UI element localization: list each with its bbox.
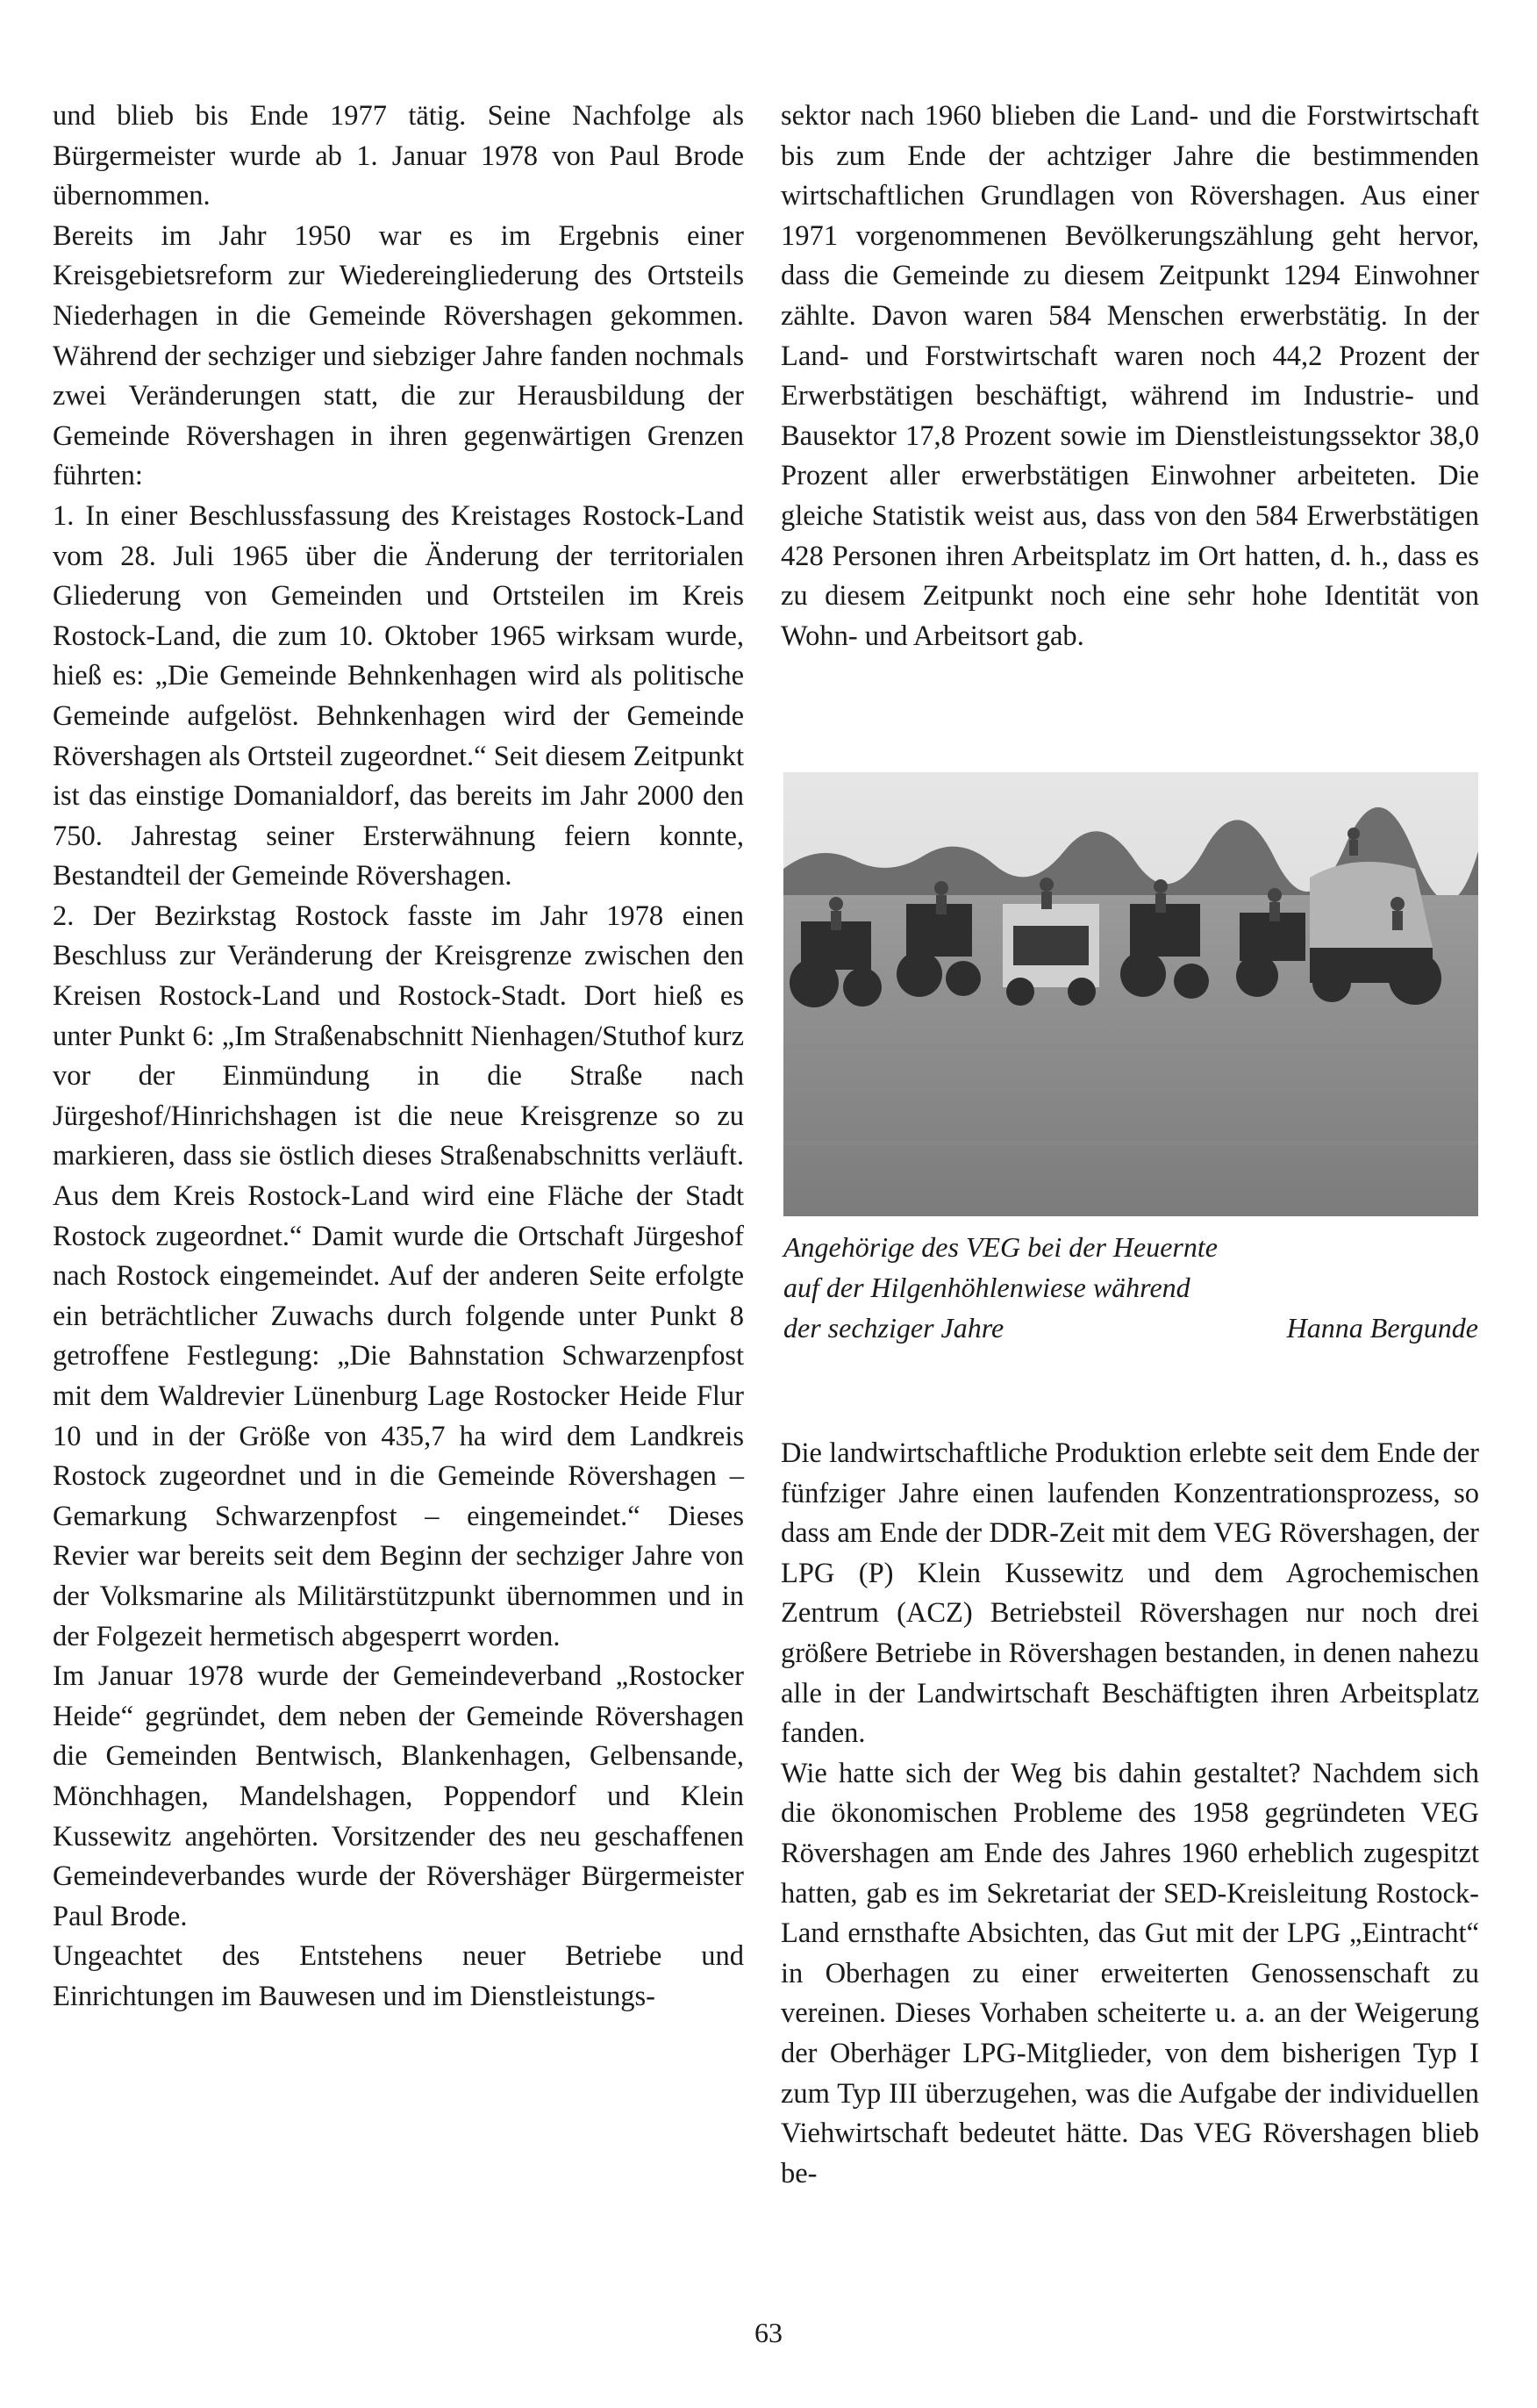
paragraph: Ungeachtet des Entstehens neuer Betriebe und Einrichtungen im Bauwesen und im Dienstleistungs- xyxy=(53,1940,744,2012)
right-top-text-column xyxy=(781,97,1479,656)
paragraph: 1. In einer Beschlussfassung des Kreistages Rostock-Land vom 28. Juli 1965 über die Änderung der territorialen Gliederung von Gemeinden und Ortsteilen im Kreis Rostock-Land, die zum 10. Oktober 1965 wirksam wurde, hieß es: „Die Gemeinde Behnkenhagen wird als politische Gemeinde aufgelöst. Behnkenhagen wird der Gemeinde Rövershagen als Ortsteil zugeordnet.“ Seit diesem Zeitpunkt ist das einstige Domanialdorf, das bereits im Jahr 2000 den 750. Jahrestag seiner Ersterwähnung feiern konnte, Bestandteil der Gemeinde Rövershagen. xyxy=(53,499,744,892)
paragraph: Die landwirtschaftliche Produktion erlebte seit dem Ende der fünfziger Jahre einen laufenden Konzentrationsprozess, so dass am Ende der DDR-Zeit mit dem VEG Rövershagen, der LPG (P) Klein Kussewitz und dem Agrochemischen Zentrum (ACZ) Betriebsteil Rövershagen nur noch drei größere Betriebe in Rövershagen bestanden, in denen nahezu alle in der Landwirtschaft Beschäftigten ihren Arbeitsplatz fanden. xyxy=(781,1437,1479,1750)
caption-text: der sechziger Jahre xyxy=(783,1312,1004,1344)
paragraph: 2. Der Bezirkstag Rostock fasste im Jahr 1978 einen Beschluss zur Veränderung der Kreisgrenze zwischen den Kreisen Rostock-Land und Rostock-Stadt. Dort hieß es unter Punkt 6: „Im Straßenabschnitt Nienhagen/Stuthof kurz vor der Einmündung in die Straße nach Jürgeshof/Hinrichshagen ist die neue Kreisgrenze so zu markieren, dass sie östlich dieses Straßenabschnitts verläuft. Aus dem Kreis Rostock-Land wird eine Fläche der Stadt Rostock zugeordnet.“ Damit wurde die Ortschaft Jürgeshof nach Rostock eingemeindet. Auf der anderen Seite erfolgte ein beträchtlicher Zuwachs durch folgende unter Punkt 8 getroffene Festlegung: „Die Bahnstation Schwarzenpfost mit dem Waldrevier Lünenburg Lage Rostocker Heide Flur 10 und in der Größe von 435,7 ha wird dem Landkreis Rostock zugeordnet und in die Gemeinde Rövershagen – Gemarkung Schwarzenpfost – eingemeindet.“ Dieses Revier war bereits seit dem Beginn der sechziger Jahre von der Volksmarine als Militärstützpunkt übernommen und in der Folgezeit hermetisch abgesperrt worden. xyxy=(53,899,744,1652)
caption-line-last xyxy=(783,1308,1478,1348)
paragraph: Bereits im Jahr 1950 war es im Ergebnis einer Kreisgebietsreform zur Wiedereingliederung des Ortsteils Niederhagen in die Gemeinde Rövershagen gekommen. Während der sechziger und siebziger Jahre fanden nochmals zwei Veränderungen statt, die zur Herausbildung der Gemeinde Rövershagen in ihren gegenwärtigen Grenzen führten: xyxy=(53,219,744,492)
photo-credit: Hanna Bergunde xyxy=(1286,1312,1478,1344)
paragraph: sektor nach 1960 blieben die Land- und die Forstwirtschaft bis zum Ende der achtziger Jahre die bestimmenden wirtschaftlichen Grundlagen von Rövershagen. Aus einer 1971 vorgenommenen Bevölkerungszählung geht hervor, dass die Gemeinde zu diesem Zeitpunkt 1294 Einwohner zählte. Davon waren 584 Menschen erwerbstätig. In der Land- und Forstwirtschaft waren noch 44,2 Prozent der Erwerbstätigen beschäftigt, während im Industrie- und Bausektor 17,8 Prozent sowie im Dienstleistungssektor 38,0 Prozent aller erwerbstätigen Einwohner arbeiteten. Die gleiche Statistik weist aus, dass von den 584 Erwerbstätigen 428 Personen ihren Arbeitsplatz im Ort hatten, d. h., dass es zu diesem Zeitpunkt noch eine sehr hohe Identität von Wohn- und Arbeitsort gab. xyxy=(781,100,1479,652)
caption-line: auf der Hilgenhöhlenwiese während xyxy=(783,1272,1190,1303)
right-bottom-text-column xyxy=(781,1434,1479,2194)
paragraph: Wie hatte sich der Weg bis dahin gestaltet? Nachdem sich die ökonomischen Probleme des 1958 gegründeten VEG Rövershagen am Ende des Jahres 1960 erheblich zugespitzt hatten, gab es im Sekretariat der SED-Kreisleitung Rostock-Land ernsthafte Absichten, das Gut mit der LPG „Eintracht“ in Oberhagen zu einer erweiterten Genossenschaft zu vereinen. Dieses Vorhaben scheiterte u. a. an der Weigerung der Oberhäger LPG-Mitglieder, von dem bisherigen Typ I zum Typ III überzugehen, was die Aufgabe der individuellen Viehwirtschaft bedeutet hätte. Das VEG Rövershagen blieb be- xyxy=(781,1757,1479,2189)
photo-caption xyxy=(783,1227,1478,1348)
left-text-column xyxy=(53,97,744,2017)
paragraph: Im Januar 1978 wurde der Gemeindeverband „Rostocker Heide“ gegründet, dem neben der Gemeinde Rövershagen die Gemeinden Bentwisch, Blankenhagen, Gelbensande, Mönchhagen, Mandelshagen, Poppendorf und Klein Kussewitz angehörten. Vorsitzender des neu geschaffenen Gemeindeverbandes wurde der Rövershäger Bürgermeister Paul Brode. xyxy=(53,1660,744,1932)
caption-line: Angehörige des VEG bei der Heuernte xyxy=(783,1231,1218,1263)
hay-harvest-photo xyxy=(783,772,1478,1216)
page-number: 63 xyxy=(754,2317,783,2348)
paragraph: und blieb bis Ende 1977 tätig. Seine Nachfolge als Bürgermeister wurde ab 1. Januar 1978 von Paul Brode übernommen. xyxy=(53,100,744,212)
